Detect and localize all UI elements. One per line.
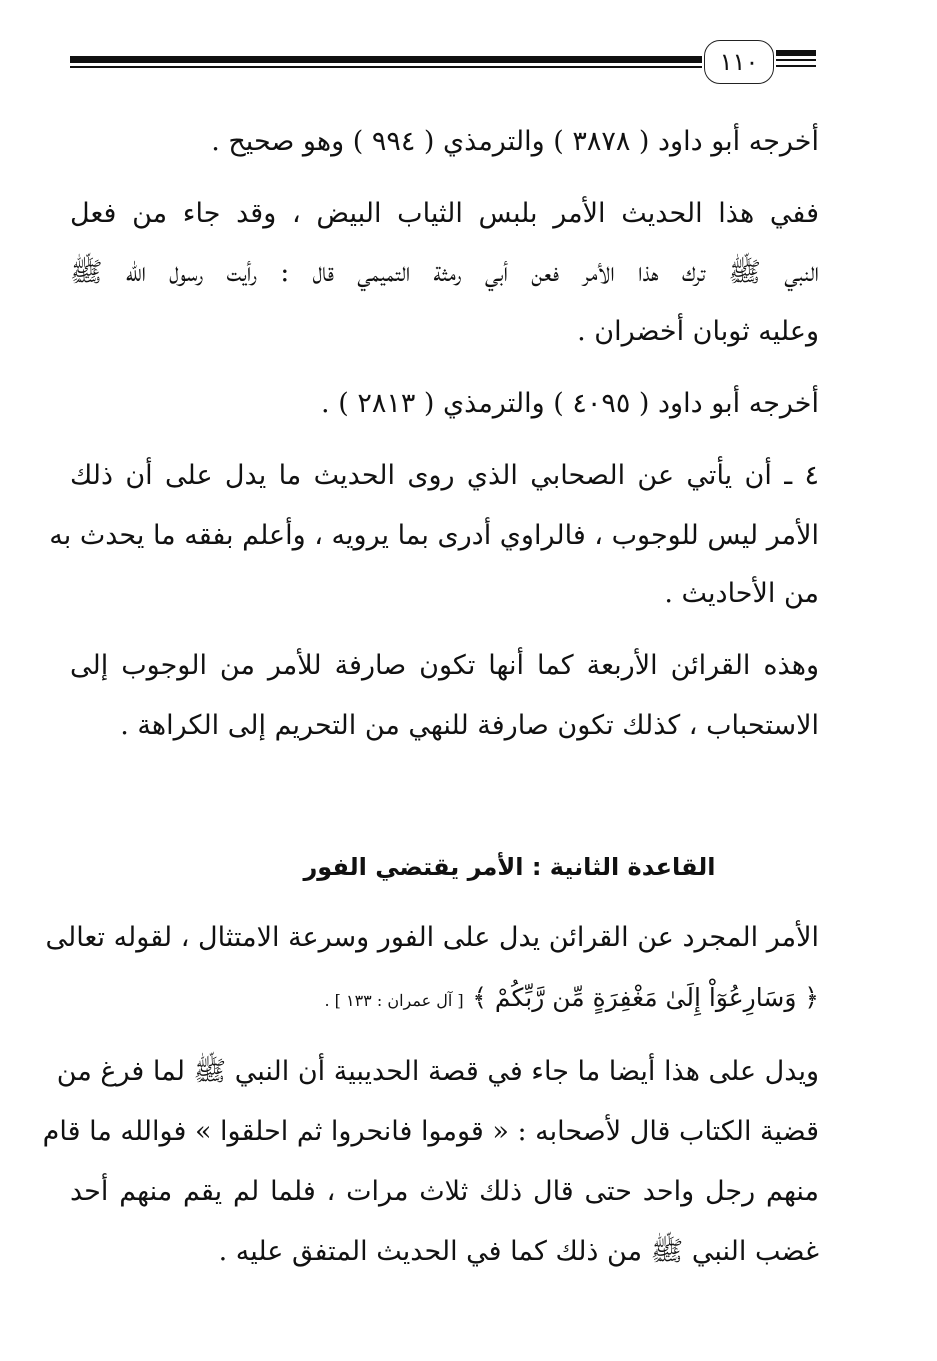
text-line: ففي هذا الحديث الأمر بلبس الثياب البيض ، وقد جاء من فعل	[70, 198, 819, 229]
header-rule-thick	[70, 56, 702, 63]
text-line: غضب النبي ﷺ من ذلك كما في الحديث المتفق عليه .	[218, 1236, 819, 1267]
header-rule-right-thin-2	[776, 65, 816, 67]
text-line: أخرجه أبو داود ( ٣٨٧٨ ) والترمذي ( ٩٩٤ ) وهو صحيح .	[211, 126, 819, 157]
text-line: قضية الكتاب قال لأصحابه : « قوموا فانحروا ثم احلقوا » فوالله ما قام	[42, 1116, 819, 1147]
text-line: الاستحباب ، كذلك تكون صارفة للنهي من التحريم إلى الكراهة .	[120, 710, 819, 741]
text-line: ٤ ـ أن يأتي عن الصحابي الذي روى الحديث ما يدل على أن ذلك	[70, 460, 819, 491]
text-line: من الأحاديث .	[664, 578, 819, 609]
verse-reference: [ آل عمران : ١٣٣ ] .	[324, 991, 464, 1010]
page-number: ١١٠	[704, 40, 774, 84]
header-rule-thin	[70, 66, 702, 68]
text-line: الأمر ليس للوجوب ، فالراوي أدرى بما يرويه ، وأعلم بفقه ما يحدث به	[49, 520, 819, 551]
text-line: منهم رجل واحد حتى قال ذلك ثلاث مرات ، فلما لم يقم منهم أحد	[70, 1176, 819, 1207]
text-line: وعليه ثوبان أخضران .	[577, 316, 819, 347]
text-line: النبي ﷺ ترك هذا الأمر فعن أبي رمثة التميمي قال : رأيت رسول الله ﷺ	[70, 257, 819, 288]
section-heading: القاعدة الثانية : الأمر يقتضي الفور	[303, 853, 716, 881]
text-line: وهذه القرائن الأربعة كما أنها تكون صارفة للأمر من الوجوب إلى	[70, 650, 819, 681]
text-line: أخرجه أبو داود ( ٤٠٩٥ ) والترمذي ( ٢٨١٣ ) .	[321, 388, 819, 419]
header-rule-right-thick	[776, 50, 816, 56]
text-line: ويدل على هذا أيضا ما جاء في قصة الحديبية أن النبي ﷺ لما فرغ من	[56, 1056, 819, 1087]
text-line: الأمر المجرد عن القرائن يدل على الفور وسرعة الامتثال ، لقوله تعالى	[45, 922, 819, 953]
header-rule-right-thin	[776, 59, 816, 61]
verse-line	[70, 978, 819, 1021]
quran-verse: ﴿ وَسَارِعُوٓاْ إِلَىٰ مَغْفِرَةٍ مِّن رَّبِّكُمْ ﴾	[472, 983, 819, 1012]
